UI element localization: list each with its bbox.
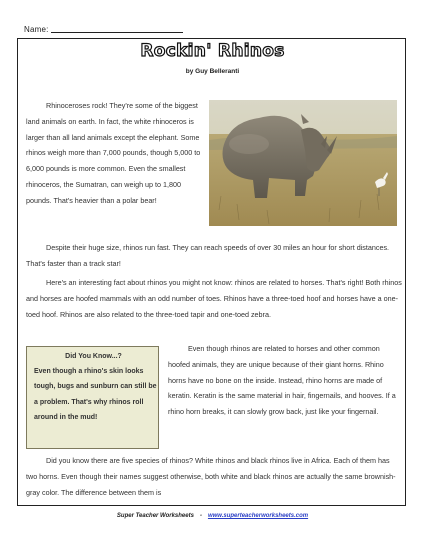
did-you-know-box: [26, 346, 159, 449]
name-field[interactable]: [24, 25, 183, 34]
footer-separator: -: [199, 513, 202, 519]
name-label: Name:: [24, 25, 49, 34]
article-title: Rockin' Rhinos: [140, 41, 285, 61]
footer: [0, 513, 425, 519]
footer-site-name: Super Teacher Worksheets: [116, 513, 194, 519]
paragraph-3: Here's an interesting fact about rhinos you might not know: rhinos are related to horses. That's right! Both rhinos and horses are hoofed mammals with an odd number of toes. Rhinos have a three-toed hoof and horses have a one-toed hoof. Rhinos are also related to the three-toed tapir and one-toed zebra.: [26, 278, 402, 319]
footer-url-link[interactable]: www.superteacherworksheets.com: [207, 513, 309, 519]
paragraph-4: Even though rhinos are related to horses and other common hoofed animals, they are unique because of their giant horns. Rhino horns have no bone on the inside. Instead, rhino horns are made of keratin. Keratin is the same material in hair, fingernails, and hooves. If a rhino horn breaks, it can slowly grow back, just like your fingernail.: [168, 344, 396, 417]
rhino-photo: [209, 100, 397, 226]
article-byline: by Guy Belleranti: [185, 68, 240, 75]
paragraph-5: Did you know there are five species of rhinos? White rhinos and black rhinos live in Africa. Each of them has two horns. Even though their names suggest otherwise, both white and black rhinos are actually the same brownish-gray color. The difference between them is: [26, 456, 396, 497]
name-blank-line[interactable]: [51, 32, 183, 33]
paragraph-2: Despite their huge size, rhinos run fast. They can reach speeds of over 30 miles an hour for short distances. That's faster than a track star!: [26, 243, 390, 268]
did-you-know-title: Did You Know...?: [65, 353, 122, 360]
paragraph-1: Rhinoceroses rock! They're some of the biggest land animals on earth. In fact, the white rhinoceros is larger than all land animals except the elephant. Some rhinos weigh more than 7,000 pounds, though 5,000 to 6,000 pounds is more common. Even the smallest rhinoceros, the Sumatran, can weigh up to 1,800 pounds. That's heavier than a polar bear!: [26, 101, 201, 205]
did-you-know-body: Even though a rhino's skin looks tough, bugs and sunburn can still be a problem. That's why rhinos roll around in the mud!: [34, 368, 157, 421]
